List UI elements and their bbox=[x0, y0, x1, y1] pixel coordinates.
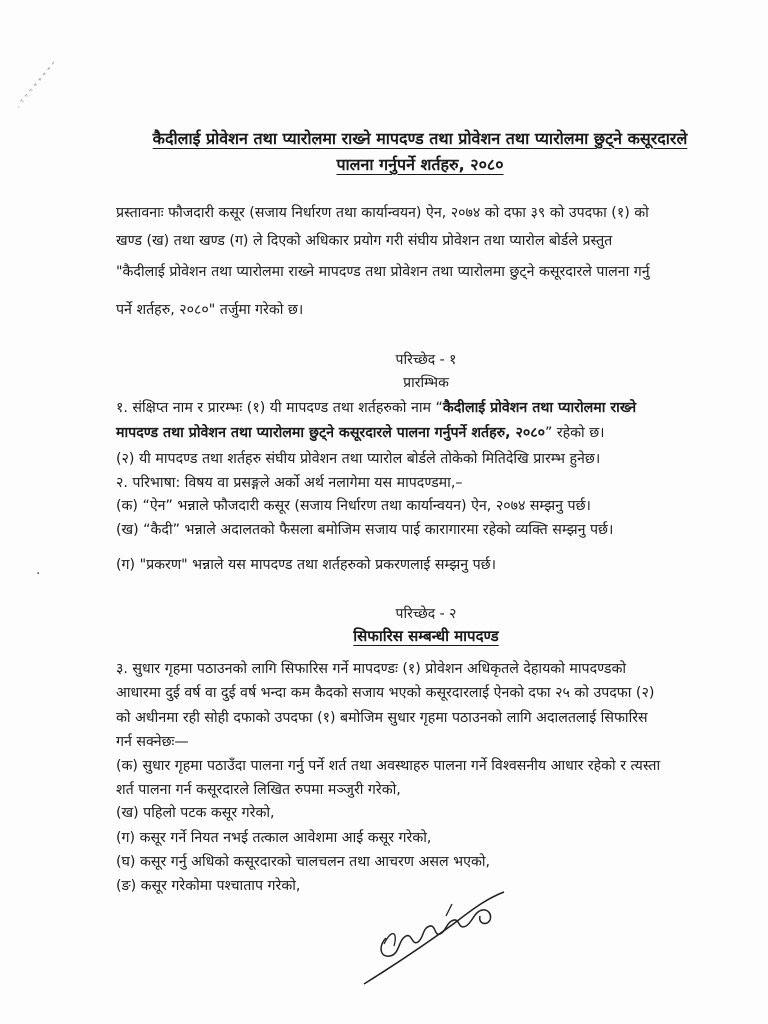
criterion-kha: (ख) पहिलो पटक कसूर गरेको, bbox=[116, 805, 275, 821]
chapter-1-name: प्रारम्भिक bbox=[403, 375, 449, 391]
section-3-line-2: आधारमा दुई वर्ष वा दुई वर्ष भन्दा कम कैदको सजाय भएको कसूरदारलाई ऐनको दफा २५ को उपदफा (२) bbox=[116, 685, 655, 701]
criterion-nga: (ङ) कसूर गरेकोमा पश्चाताप गरेको, bbox=[116, 878, 301, 894]
title-line-2: पालना गर्नुपर्ने शर्तहरु, २०८० bbox=[336, 155, 504, 174]
section-2-heading: २. परिभाषा: विषय वा प्रसङ्गले अर्को अर्थ नलागेमा यस मापदण्डमा,– bbox=[116, 475, 463, 491]
preamble-line-2: खण्ड (ख) तथा खण्ड (ग) ले दिएको अधिकार प्रयोग गरी संघीय प्रोवेशन तथा प्यारोल बोर्डले प्रस्तुत bbox=[116, 233, 613, 249]
section-3-line-3: को अधीनमा रही सोही दफाको उपदफा (१) बमोजिम सुधार गृहमा पठाउनको लागि अदालतलाई सिफारिस bbox=[116, 710, 648, 726]
chapter-2-number: परिच्छेद - २ bbox=[395, 606, 457, 622]
criterion-ka-line-1: (क) सुधार गृहमा पठाउँदा पालना गर्नु पर्ने शर्त तथा अवस्थाहरु पालना गर्ने विश्वसनीय आधार रहेको र त्यस्ता bbox=[116, 758, 661, 774]
edge-mark: · bbox=[36, 566, 41, 582]
chapter-1-number: परिच्छेद - १ bbox=[395, 352, 457, 368]
definition-ga: (ग) "प्रकरण" भन्नाले यस मापदण्ड तथा शर्तहरुको प्रकरणलाई सम्झनु पर्छ। bbox=[116, 557, 496, 573]
scan-artifact-mark bbox=[14, 60, 58, 110]
section-1-sub-2: (२) यी मापदण्ड तथा शर्तहरु संघीय प्रोवेशन तथा प्यारोल बोर्डले तोकेको मितिदेखि प्रारम्भ हुनेछ। bbox=[116, 451, 601, 467]
section-1-suffix: ” रहेको छ। bbox=[544, 425, 605, 441]
section-3-line-4: गर्न सक्नेछः— bbox=[116, 734, 189, 750]
section-1-line-1 bbox=[116, 398, 636, 418]
section-1-name-part-2: मापदण्ड तथा प्रोवेशन तथा प्यारोलमा छुट्ने कसूरदारले पालना गर्नुपर्ने शर्तहरु, २०८० bbox=[116, 425, 545, 441]
criterion-gha: (घ) कसूर गर्नु अधिको कसूरदारको चालचलन तथा आचरण असल भएको, bbox=[116, 854, 491, 870]
section-1-line-2 bbox=[116, 423, 605, 443]
criterion-ga: (ग) कसूर गर्ने नियत नभई तत्काल आवेशमा आई कसूर गरेको, bbox=[116, 830, 432, 846]
title-line-1: कैदीलाई प्रोवेशन तथा प्यारोलमा राख्ने मापदण्ड तथा प्रोवेशन तथा प्यारोलमा छुट्ने कसूरदारले bbox=[152, 129, 688, 148]
section-3-line-1: ३. सुधार गृहमा पठाउनको लागि सिफारिस गर्ने मापदण्डः (१) प्रोवेशन अधिकृतले देहायको मापदण्डको bbox=[116, 661, 627, 677]
section-1-prefix: १. संक्षिप्त नाम र प्रारम्भः (१) यी मापदण्ड तथा शर्तहरुको नाम “ bbox=[116, 400, 443, 416]
preamble-line-4: पर्ने शर्तहरु, २०८०" तर्जुमा गरेको छ। bbox=[116, 302, 304, 318]
section-1-name-part-1: कैदीलाई प्रोवेशन तथा प्यारोलमा राख्ने bbox=[442, 400, 637, 416]
preamble-line-3: "कैदीलाई प्रोवेशन तथा प्यारोलमा राख्ने मापदण्ड तथा प्रोवेशन तथा प्यारोलमा छुट्ने कसूरदारले पालना गर्नु bbox=[116, 264, 650, 280]
handwritten-signature bbox=[356, 884, 516, 994]
definition-ka: (क) “ऐन” भन्नाले फौजदारी कसूर (सजाय निर्धारण तथा कार्यान्वयन) ऐन, २०७४ सम्झनु पर्छ। bbox=[116, 498, 591, 514]
criterion-ka-line-2: शर्त पालना गर्न कसूरदारले लिखित रुपमा मञ्जुरी गरेको, bbox=[116, 782, 401, 798]
definition-kha: (ख) “कैदी” भन्नाले अदालतको फैसला बमोजिम सजाय पाई कारागारमा रहेको व्यक्ति सम्झनु पर्छ। bbox=[116, 522, 614, 538]
chapter-2-name: सिफारिस सम्बन्धी मापदण्ड bbox=[353, 627, 499, 645]
preamble-line-1: प्रस्तावनाः फौजदारी कसूर (सजाय निर्धारण तथा कार्यान्वयन) ऐन, २०७४ को दफा ३९ को उपदफा (१) को bbox=[116, 205, 649, 221]
document-title bbox=[100, 126, 740, 178]
